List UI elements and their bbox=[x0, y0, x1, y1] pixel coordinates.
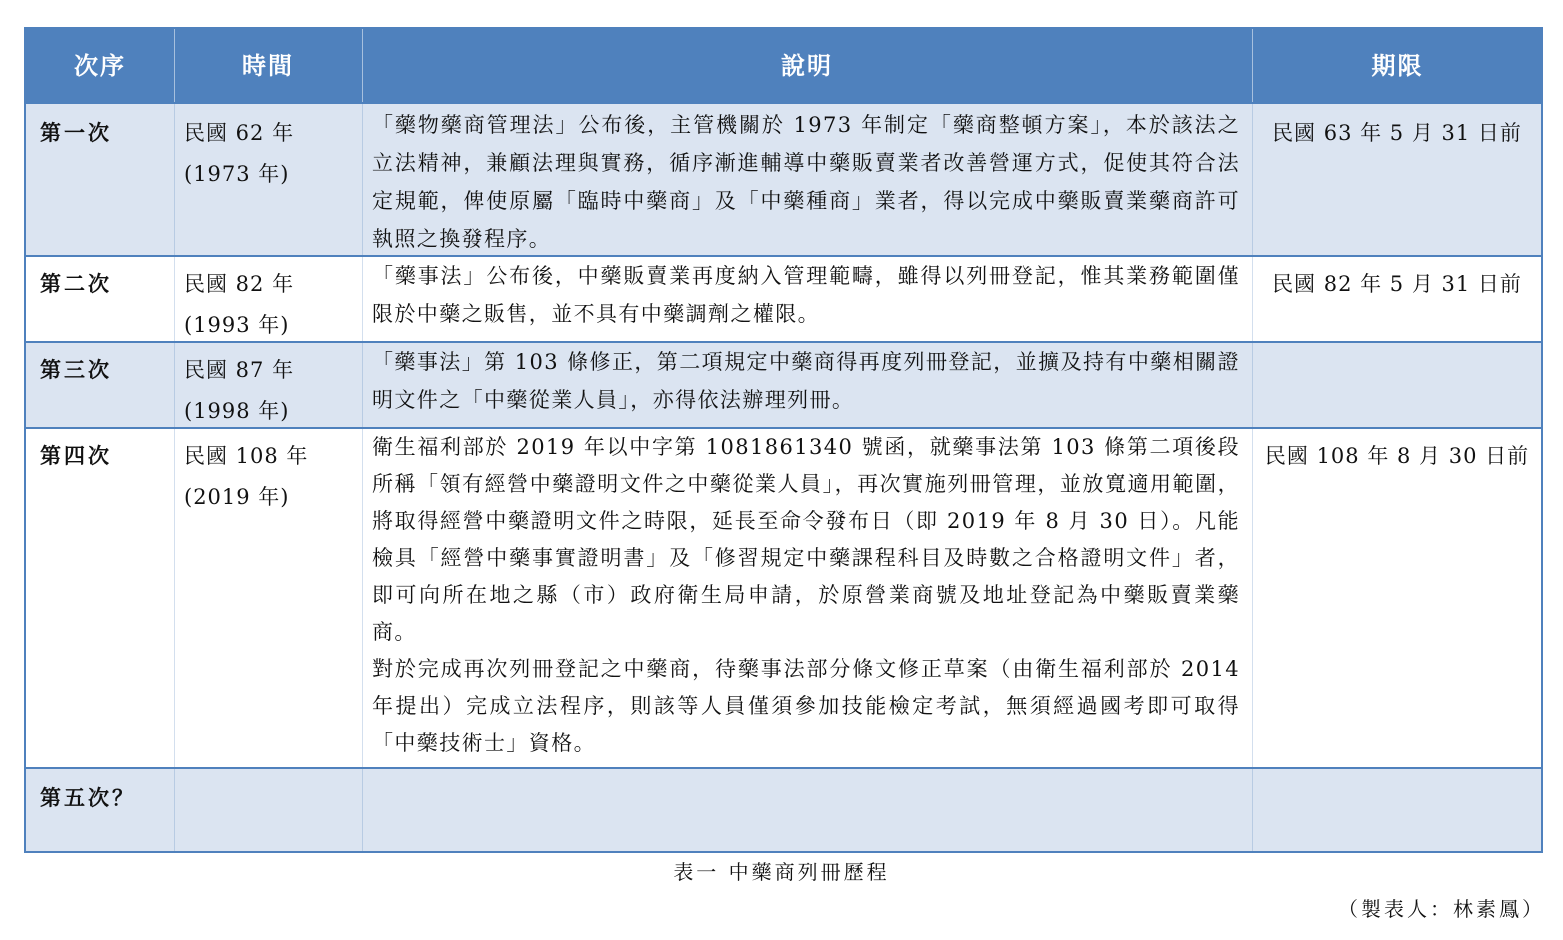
row-deadline: 民國 82 年 5 月 31 日前 bbox=[1272, 272, 1522, 296]
row-time-roc: 民國 108 年 bbox=[184, 444, 309, 468]
table-row bbox=[26, 102, 1541, 255]
table-author: （製表人：林素鳳） bbox=[1338, 897, 1545, 921]
table-header bbox=[26, 29, 1541, 104]
header-deadline: 期限 bbox=[1371, 51, 1424, 80]
row-description: 「藥物藥商管理法」公布後，主管機關於 1973 年制定「藥商整頓方案」，本於該法之立法精神，兼顧法理與實務，循序漸進輔導中藥販賣業者改善營運方式，促使其符合法定規範，俾使原屬「臨時中藥商」及「中藥種商」業者，得以完成中藥販賣業藥商許可執照之換發程序。 bbox=[372, 113, 1240, 251]
row-time-ad: (1973 年) bbox=[184, 162, 290, 186]
table-row bbox=[26, 427, 1541, 767]
row-time-roc: 民國 62 年 bbox=[184, 121, 295, 145]
header-order: 次序 bbox=[74, 51, 126, 80]
table-caption: 表一 中藥商列冊歷程 bbox=[673, 860, 890, 884]
row-order: 第四次 bbox=[40, 443, 112, 468]
row-time-ad: (1998 年) bbox=[184, 399, 290, 423]
row-time-ad: (1993 年) bbox=[184, 313, 290, 337]
row-deadline: 民國 108 年 8 月 30 日前 bbox=[1264, 444, 1530, 468]
row-deadline: 民國 63 年 5 月 31 日前 bbox=[1272, 121, 1522, 145]
row-description bbox=[372, 429, 1240, 762]
table-row bbox=[26, 767, 1541, 851]
row-description-paragraph-1: 衛生福利部於 2019 年以中字第 1081861340 號函，就藥事法第 103 條第二項後段所稱「領有經營中藥證明文件之中藥從業人員」，再次實施列冊管理，並放寬適用範圍，將取得經營中藥證明文件之時限，延長至命令發布日（即 2019 年 8 月 30 日）。凡能檢具「經營中藥事實證明書」及「修習規定中藥課程科目及時數之合格證明文件」者，即可向所在地之縣（市）政府衛生局申請，於原營業商號及地址登記為中藥販賣業藥商。 bbox=[372, 435, 1240, 644]
row-description-paragraph-2: 對於完成再次列冊登記之中藥商，待藥事法部分條文修正草案（由衛生福利部於 2014 年提出）完成立法程序，則該等人員僅須參加技能檢定考試，無須經過國考即可取得「中藥技術士」資格。 bbox=[372, 657, 1240, 755]
row-order: 第二次 bbox=[40, 271, 112, 296]
row-order: 第一次 bbox=[40, 120, 112, 145]
table-row bbox=[26, 255, 1541, 341]
row-order: 第三次 bbox=[40, 357, 112, 382]
row-time-roc: 民國 87 年 bbox=[184, 358, 295, 382]
row-description: 「藥事法」公布後，中藥販賣業再度納入管理範疇，雖得以列冊登記，惟其業務範圍僅限於中藥之販售，並不具有中藥調劑之權限。 bbox=[372, 264, 1240, 326]
header-time: 時間 bbox=[242, 51, 294, 80]
table-row bbox=[26, 341, 1541, 427]
row-time-roc: 民國 82 年 bbox=[184, 272, 295, 296]
row-time-ad: (2019 年) bbox=[184, 485, 290, 509]
registration-history-table bbox=[24, 27, 1543, 853]
header-description: 說明 bbox=[781, 51, 833, 80]
row-description: 「藥事法」第 103 條修正，第二項規定中藥商得再度列冊登記，並擴及持有中藥相關證明文件之「中藥從業人員」，亦得依法辦理列冊。 bbox=[372, 350, 1240, 412]
row-order: 第五次？ bbox=[40, 785, 136, 810]
